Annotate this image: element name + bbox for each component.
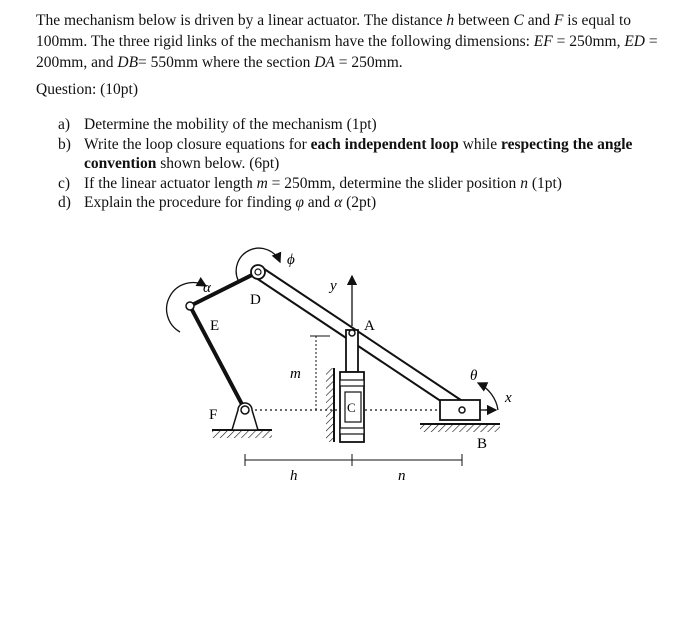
label-C: C [347, 400, 356, 415]
angle-theta [478, 383, 498, 410]
joint-D-pin [255, 269, 261, 275]
label-A: A [364, 318, 375, 334]
question-item: b) Write the loop closure equations for each independent loop while respecting the angle convention shown below. (6pt) [58, 135, 633, 172]
joint-B [459, 407, 465, 413]
label-theta: θ [470, 368, 478, 384]
wall-hatch [326, 368, 334, 442]
joint-E [186, 302, 194, 310]
label-B: B [477, 436, 488, 452]
question-item: c) If the linear actuator length m = 250mm, determine the slider position n (1pt) [58, 174, 562, 192]
label-m: m [290, 366, 301, 382]
label-n: n [398, 468, 406, 484]
label-x: x [505, 390, 512, 406]
label-F: F [209, 407, 218, 423]
label-h: h [290, 468, 298, 484]
ground-B-hatch [420, 424, 500, 432]
joint-F [232, 403, 258, 430]
label-D: D [250, 292, 261, 308]
question-heading: Question: (10pt) [36, 81, 139, 98]
question-item: a) Determine the mobility of the mechanism (1pt) [58, 116, 377, 133]
label-phi: ϕ [287, 252, 295, 268]
ground-F-hatch [212, 430, 272, 438]
label-alpha: α [203, 280, 211, 296]
joint-A [349, 330, 355, 336]
label-E: E [210, 318, 220, 334]
link-ED [190, 272, 258, 306]
label-y: y [330, 278, 337, 294]
question-item: d) Explain the procedure for finding φ and α (2pt) [58, 194, 377, 211]
question-list [58, 115, 658, 213]
problem-statement: The mechanism below is driven by a linear actuator. The distance h between C and F is equal to 100mm. The three rigid links of the mechanism have the following dimensions: EF = 250mm, ED = 200mm, and DB= 550mm where the section DA = 250mm. [36, 12, 658, 71]
mechanism-diagram [150, 238, 550, 498]
